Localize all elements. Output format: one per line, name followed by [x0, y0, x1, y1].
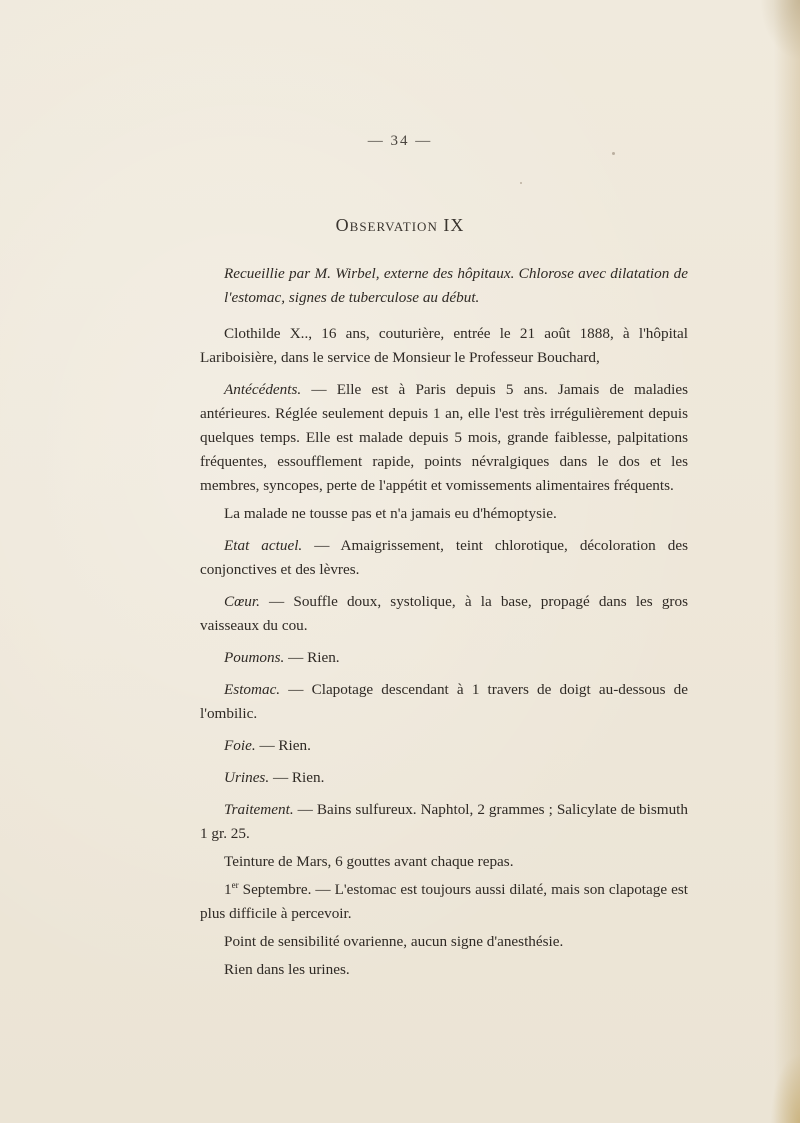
- poumons-text: — Rien.: [284, 649, 340, 666]
- poumons-paragraph: [200, 646, 688, 670]
- coeur-paragraph: [200, 590, 688, 638]
- ink-speck: [520, 182, 522, 184]
- foie-text: — Rien.: [255, 737, 311, 754]
- urines-text: — Rien.: [269, 769, 325, 786]
- ink-speck: [612, 152, 615, 155]
- coeur-label: Cœur.: [224, 593, 260, 610]
- poumons-label: Poumons.: [224, 649, 285, 666]
- antecedents-label: Antécédents.: [224, 381, 302, 398]
- septembre-paragraph: [200, 878, 688, 926]
- coeur-text: — Souffle doux, systolique, à la base, propagé dans les gros vaisseaux du cou.: [200, 593, 688, 634]
- estomac-text: — Clapotage descendant à 1 travers de doigt au-dessous de l'ombilic.: [200, 681, 688, 722]
- etat-actuel-text: — Amaigrissement, teint chlorotique, décoloration des conjonctives et des lèvres.: [200, 537, 688, 578]
- toux-paragraph: La malade ne tousse pas et n'a jamais eu d'hémoptysie.: [224, 505, 557, 522]
- page-number: — 34 —: [367, 133, 433, 149]
- antecedents-text: — Elle est à Paris depuis 5 ans. Jamais de maladies antérieures. Réglée seulement depuis 1 an, elle l'est très irrégulièrement depuis quelques temps. Elle est malade depuis 5 mois, grande faiblesse, palpitations fréquentes, essoufflement rapide, points névralgiques dans le dos et les membres, syncopes, perte de l'appétit et vomissements alimentaires fréquents.: [200, 381, 688, 494]
- etat-actuel-label: Etat actuel.: [224, 537, 303, 554]
- page-stain-bottom-right: [770, 1053, 800, 1123]
- page-stain-top-right: [760, 0, 800, 60]
- antecedents-paragraph: [200, 378, 688, 498]
- estomac-paragraph: [200, 678, 688, 726]
- traitement-label: Traitement.: [224, 801, 294, 818]
- etat-actuel-paragraph: [200, 534, 688, 582]
- observation-subtitle: Recueillie par M. Wirbel, externe des hôpitaux. Chlorose avec dilatation de l'estomac, signes de tuberculose au début.: [224, 265, 688, 306]
- rien-urines-paragraph: Rien dans les urines.: [224, 961, 350, 978]
- observation-body: [200, 262, 688, 986]
- urines-label: Urines.: [224, 769, 270, 786]
- page-edge-shadow: [774, 0, 800, 1123]
- sensibilite-paragraph: Point de sensibilité ovarienne, aucun signe d'anesthésie.: [224, 933, 564, 950]
- septembre-day: 1: [224, 881, 232, 898]
- estomac-label: Estomac.: [224, 681, 281, 698]
- foie-paragraph: [200, 734, 688, 758]
- urines-paragraph: [200, 766, 688, 790]
- traitement-paragraph: [200, 798, 688, 846]
- foie-label: Foie.: [224, 737, 256, 754]
- septembre-ordinal: er: [231, 879, 239, 890]
- traitement-text: — Bains sulfureux. Naphtol, 2 grammes ; Salicylate de bismuth 1 gr. 25.: [200, 801, 688, 842]
- septembre-text: Septembre. — L'estomac est toujours aussi dilaté, mais son clapotage est plus difficile à percevoir.: [200, 881, 688, 922]
- observation-title: Observation IX: [335, 215, 465, 235]
- teinture-paragraph: Teinture de Mars, 6 gouttes avant chaque repas.: [224, 853, 514, 870]
- intro-paragraph: Clothilde X.., 16 ans, couturière, entrée le 21 août 1888, à l'hôpital Lariboisière, dans le service de Monsieur le Professeur Bouchard,: [200, 325, 688, 366]
